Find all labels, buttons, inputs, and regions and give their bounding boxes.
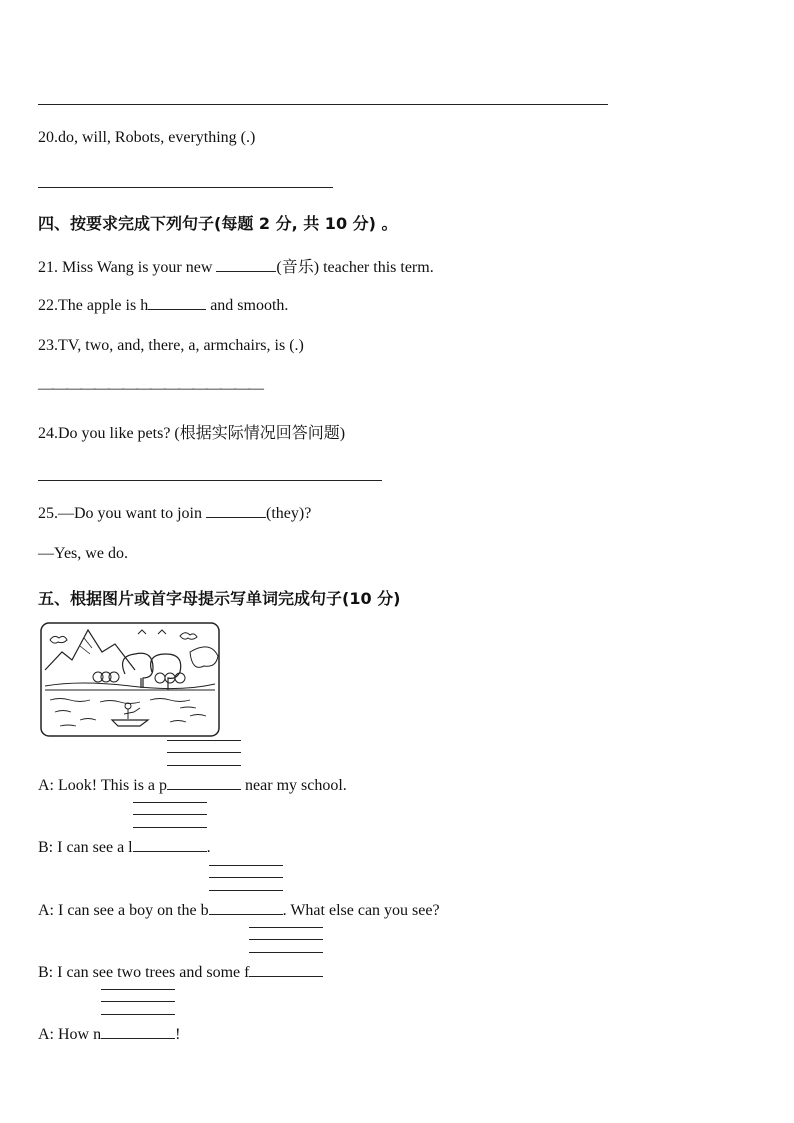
question-22 [38,295,288,315]
dialogue-line-3-pre: A: I can see a boy on the b [38,902,209,919]
question-21-post: (音乐) teacher this term. [276,259,434,276]
section-4-title: 四、按要求完成下列句子(每题 2 分, 共 10 分) 。 [38,214,398,233]
question-22-pre: 22.The apple is h [38,297,149,314]
dialogue-line-4-blank[interactable] [249,961,323,977]
answer-line-24 [38,480,382,481]
answer-line-20 [38,187,333,188]
park-lake-illustration [40,622,220,737]
question-22-post: and smooth. [210,297,289,314]
dialogue-line-4 [38,961,323,982]
question-25-reply: —Yes, we do. [38,545,128,562]
dialogue-line-2 [38,836,211,857]
section-5-title: 五、根据图片或首字母提示写单词完成句子(10 分) [38,589,401,608]
question-22-blank[interactable] [148,295,206,310]
park-lake-drawing [40,622,220,737]
dialogue-line-2-pre: B: I can see a l [38,839,133,856]
question-21 [38,254,434,277]
dialogue-line-5 [38,1023,180,1044]
dialogue-line-1-post: near my school. [241,777,347,794]
dialogue-line-1 [38,774,347,795]
question-24: 24.Do you like pets? (根据实际情况回答问题) [38,425,346,442]
dialogue-line-3-blank[interactable] [209,899,283,915]
question-25 [38,503,311,523]
dialogue-line-1-pre: A: Look! This is a p [38,777,168,794]
question-25-post: (they)? [266,505,312,522]
dialogue-line-3 [38,899,440,920]
question-23: 23.TV, two, and, there, a, armchairs, is (.) [38,337,304,354]
question-21-blank[interactable] [216,257,276,272]
question-25-blank[interactable] [206,503,266,518]
question-20: 20.do, will, Robots, everything (.) [38,129,256,146]
answer-line-23[interactable]: ———————————————— [38,380,262,397]
dialogue-line-2-post: . [206,839,211,856]
answer-line-19 [38,104,608,105]
dialogue-line-1-blank[interactable] [167,774,241,790]
dialogue-line-5-pre: A: How n [38,1026,102,1043]
question-21-pre: 21. Miss Wang is your new [38,259,217,276]
dialogue-line-5-blank[interactable] [101,1023,175,1039]
dialogue-line-2-blank[interactable] [133,836,207,852]
dialogue-line-3-post: . What else can you see? [282,902,440,919]
dialogue-line-4-pre: B: I can see two trees and some f [38,964,250,981]
dialogue-line-5-post: ! [175,1026,181,1043]
question-25-pre: 25.—Do you want to join [38,505,206,522]
